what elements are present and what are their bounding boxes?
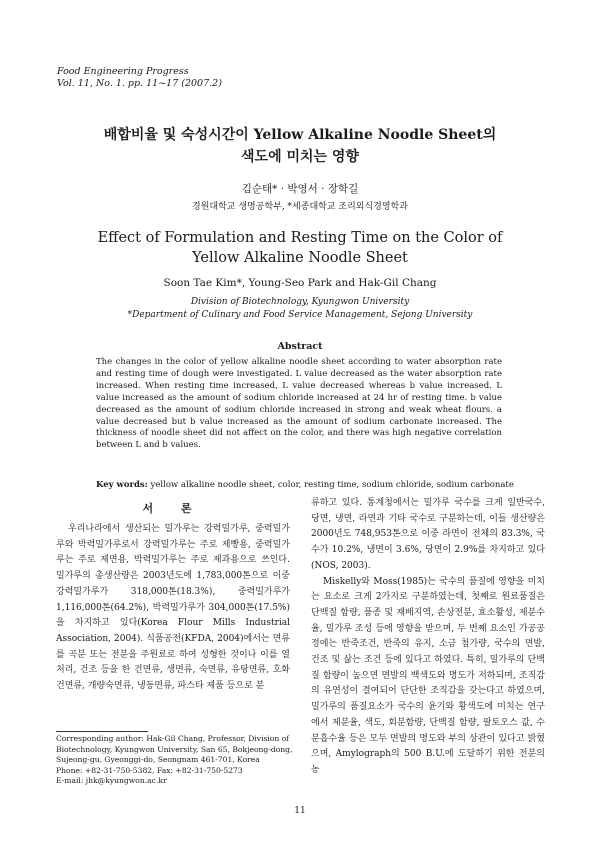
body-paragraph: 우리나라에서 생산되는 밀가루는 강력밀가루, 중력밀가루와 박력밀가루로서 강력밀가루는 주로 제빵용, 중력밀가루는 주로 제면용, 박력밀가루는 주로 제과용으로 쓰인다. 밀가루의 총생산량은 2003년도에 1,783,000톤으로 이중 강력밀가루가 318,000톤(18.3%), 중력밀가루가 1,116,000톤(64.2%), 박력밀가루가 304,000톤(17.5%)을 차지하고 있다(Korea Flour Mills Industrial Association, 2004). 식품공전(KFDA, 2004)에서는 면류를 곡분 또는 전분을 주원료로 하여 성형한 것이나 이를 열처리, 건조 등을 한 건면류, 생면류, 숙면류, 유탕면류, 호화건면류, 개량숙면류, 냉동면류, 파스타 제품 등으로 분	[56, 524, 290, 692]
page-number: 11	[294, 806, 306, 816]
english-authors: Soon Tae Kim*, Young-Seo Park and Hak-Gil Chang	[163, 277, 437, 289]
footnote-divider	[56, 731, 148, 732]
body-paragraph: 류하고 있다. 통계청에서는 밀가루 국수를 크게 일반국수, 당면, 냉면, 라면과 기타 국수로 구분하는데, 이들 생산량은 2000년도 748,953톤으로 이중 라면이 전체의 83.3%, 국수가 10.2%, 냉면이 3.6%, 당면이 2.9%를 차지하고 있다(NOS, 2003).	[311, 498, 545, 571]
section-title: 서 론	[142, 502, 204, 515]
english-affiliation-2: *Department of Culinary and Food Service Management, Sejong University	[127, 310, 473, 320]
abstract-text: The changes in the color of yellow alkaline noodle sheet according to water absorption rate and resting time of dough were investigated. L value decreased as the water absorption rate increased. When resting time increased, L value decreased whereas b value increased. L value increased as the amount of sodium chloride increased at 24 hr of resting time. b value decreased as the amount of sodium chloride increased in strong and weak wheat flours. a value decreased but b value increased as the amount of sodium carbonate increased. The thickness of noodle sheet did not affect on the color, and there was high negative correlation between L and b values.	[96, 357, 502, 451]
correspondence-email: E-mail: jhk@kyungwon.ac.kr	[56, 776, 167, 786]
english-affiliations	[0, 296, 600, 322]
abstract-heading: Abstract	[277, 341, 323, 352]
correspondence-line: Sujeong-gu, Gyeonggi-do, Seongnam 461-701, Korea	[56, 755, 260, 765]
body-column-left	[56, 522, 290, 695]
body-paragraph: Miskelly와 Moss(1985)는 국수의 품질에 영향을 미치는 요소로 크게 2가지로 구분하였는데, 첫째로 원료품질은 단백질 함량, 품종 및 재배지역, 손상전분, 효소활성, 제분수율, 밀가루 조성 등에 영향을 받으며, 두 번째 요소인 가공공정에는 반죽조건, 반죽의 유지, 소금 첨가량, 국수의 면발, 건조 및 삶는 조건 등에 있다고 하였다. 특히, 밀가루의 단백질 함량이 높으면 면발의 백색도와 명도가 저하되며, 조직감의 유연성이 결여되어 단단한 조직감을 갖는다고 하였으며, 밀가루의 품질요소가 국수의 윤기와 황색도에 미치는 연구에서 제분율, 색도, 회분함량, 단백질 함량, 팔토오스 값, 수분흡수율 등은 모두 면발의 명도와 부의 상관이 있다고 밝혔으며, Amylograph의 500 B.U.에 도달하기 위한 전분의 농	[311, 576, 545, 775]
correspondence-footnote	[56, 734, 296, 787]
correspondence-line: Phone: +82-31-750-5382, Fax: +82-31-750-5273	[56, 765, 243, 775]
keywords-text: yellow alkaline noodle sheet, color, resting time, sodium chloride, sodium carbonate	[150, 480, 514, 490]
korean-title-line1: 배합비율 및 숙성시간이 Yellow Alkaline Noodle Sheet의	[103, 127, 497, 143]
english-title: Effect of Formulation and Resting Time on the Color of Yellow Alkaline Noodle Sheet	[97, 230, 503, 266]
keywords-label: Key words:	[96, 480, 148, 490]
keywords	[96, 480, 516, 490]
journal-issue: Vol. 11, No. 1. pp. 11~17 (2007.2)	[57, 78, 222, 89]
korean-authors: 김순태* · 박영서 · 장학길	[241, 183, 359, 195]
correspondence-line: Corresponding author: Hak-Gil Chang, Professor, Division of	[56, 734, 290, 743]
korean-affiliation: 경원대학교 생명공학부, *세종대학교 조리외식경영학과	[192, 202, 408, 212]
english-affiliation-1: Division of Biotechnology, Kyungwon University	[190, 297, 410, 307]
journal-name: Food Engineering Progress	[57, 66, 189, 77]
journal-header	[57, 66, 222, 90]
korean-title	[0, 124, 600, 168]
korean-title-line2: 색도에 미치는 영향	[241, 149, 359, 165]
body-column-right	[311, 496, 545, 779]
correspondence-line: Biotechnology, Kyungwon University, San 65, Bokjeong-dong,	[56, 744, 293, 754]
